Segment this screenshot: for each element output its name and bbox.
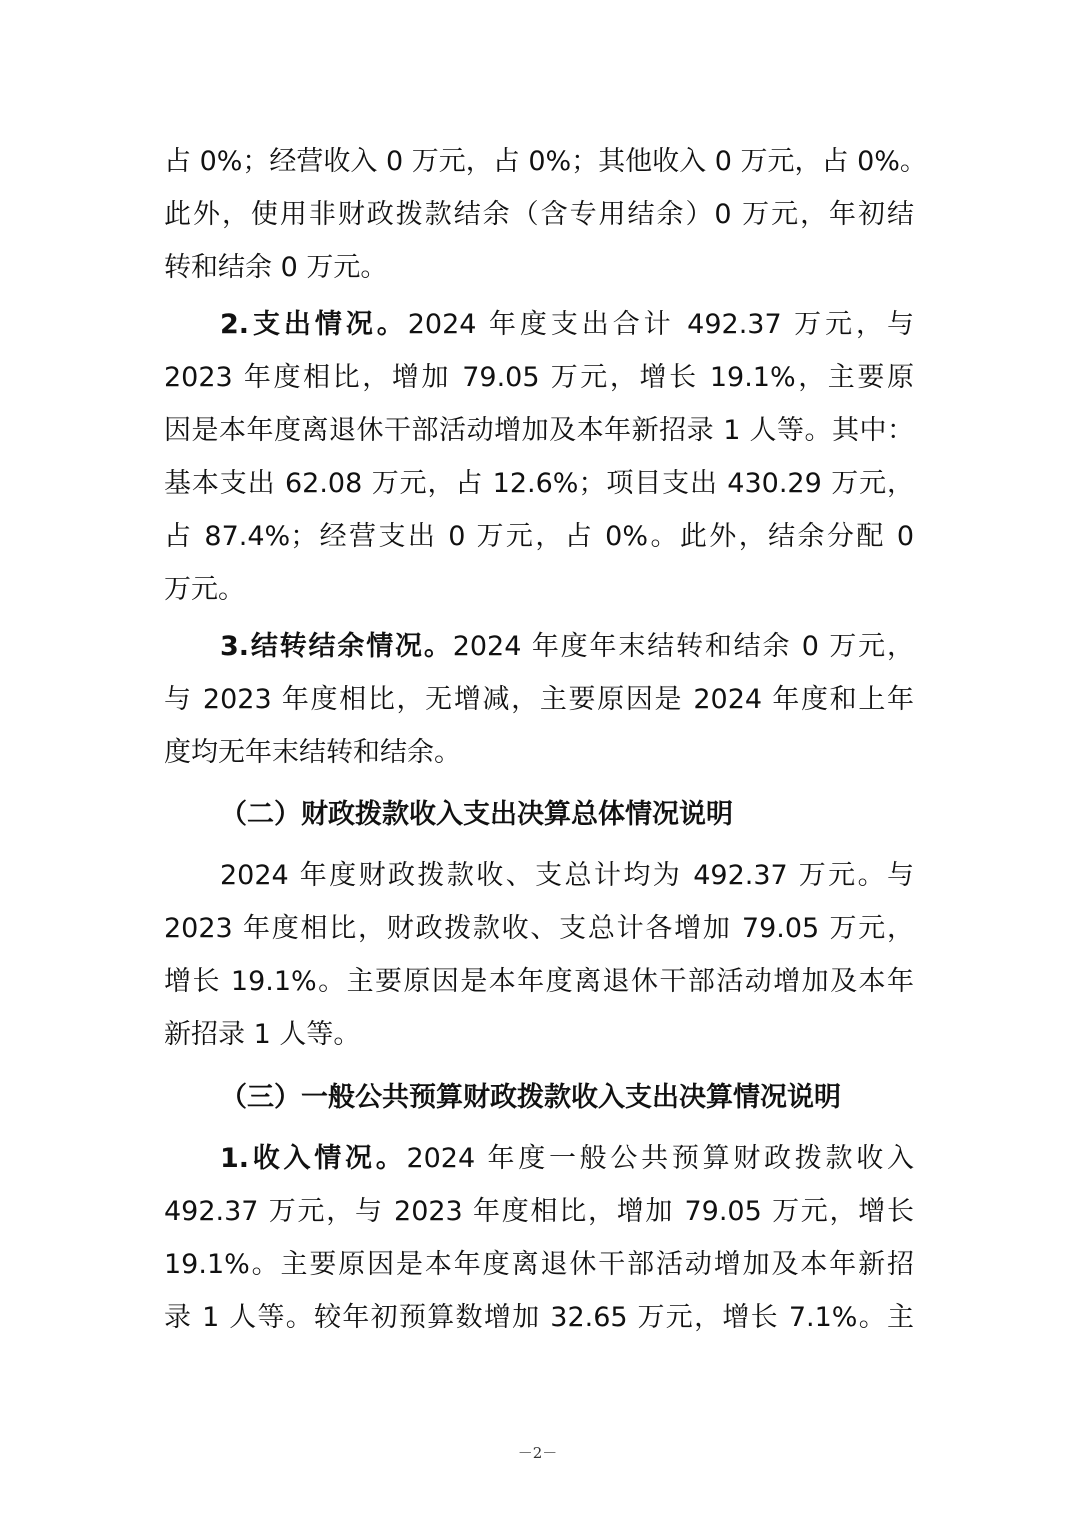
paragraph-line: 度均无年末结转和结余。: [164, 737, 461, 768]
section-heading: （三）一般公共预算财政拨款收入支出决算情况说明: [220, 1082, 841, 1113]
paragraph-line: 19.1%。主要原因是本年度离退休干部活动增加及本年新招: [164, 1249, 914, 1280]
section-heading: （二）财政拨款收入支出决算总体情况说明: [220, 799, 733, 830]
paragraph-line: 新招录 1 人等。: [164, 1019, 361, 1050]
paragraph-line: 2024 年度财政拨款收、支总计均为 492.37 万元。与: [220, 860, 914, 891]
paragraph-line: 占 87.4%；经营支出 0 万元，占 0%。此外，结余分配 0: [164, 521, 914, 552]
paragraph-text: 2024 年度一般公共预算财政拨款收入: [406, 1143, 915, 1174]
paragraph-line: 2023 年度相比，财政拨款收、支总计各增加 79.05 万元，: [164, 913, 914, 944]
paragraph-line: 万元。: [164, 574, 245, 605]
paragraph-text: 2024 年度年末结转和结余 0 万元，: [452, 631, 914, 662]
paragraph-line: [220, 309, 914, 340]
paragraph-line: 与 2023 年度相比，无增减，主要原因是 2024 年度和上年: [164, 684, 914, 715]
paragraph-line: 此外，使用非财政拨款结余（含专用结余）0 万元，年初结: [164, 199, 914, 230]
paragraph-line: 增长 19.1%。主要原因是本年度离退休干部活动增加及本年: [164, 966, 914, 997]
paragraph-lead: 3.结转结余情况。: [220, 631, 453, 662]
paragraph-line: 2023 年度相比，增加 79.05 万元，增长 19.1%，主要原: [164, 362, 914, 393]
paragraph-line: 492.37 万元，与 2023 年度相比，增加 79.05 万元，增长: [164, 1196, 914, 1227]
paragraph-line: [220, 631, 914, 662]
paragraph-line: [220, 1143, 914, 1174]
paragraph-line: 基本支出 62.08 万元，占 12.6%；项目支出 430.29 万元，: [164, 468, 914, 499]
paragraph-line: 占 0%；经营收入 0 万元，占 0%；其他收入 0 万元，占 0%。: [164, 146, 927, 177]
paragraph-line: 转和结余 0 万元。: [164, 252, 388, 283]
paragraph-text: 2024 年度支出合计 492.37 万元，与: [407, 309, 914, 340]
paragraph-line: 录 1 人等。较年初预算数增加 32.65 万元，增长 7.1%。主: [164, 1302, 914, 1333]
paragraph-lead: 1.收入情况。: [220, 1143, 407, 1174]
page-number: －2－: [517, 1444, 558, 1462]
paragraph-line: 因是本年度离退休干部活动增加及本年新招录 1 人等。其中：: [164, 415, 914, 446]
paragraph-lead: 2.支出情况。: [220, 309, 408, 340]
